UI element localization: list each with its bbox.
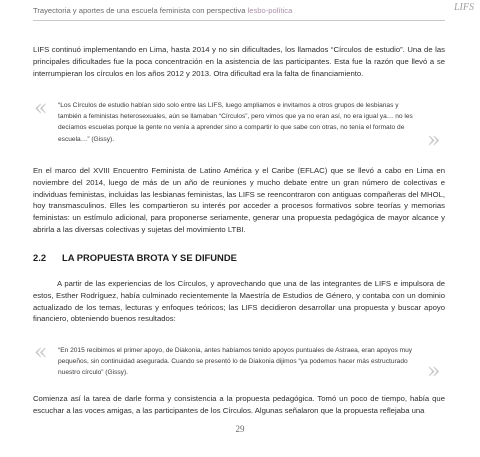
lifs-logo <box>454 0 474 16</box>
blockquote-2: “En 2015 recibimos el primer apoyo, de Diakonia, antes habíamos tenido apoyos puntuales de Astraea, eran apoyos muy pequeños, sin continuidad asegurada. Cuando se presentó lo de Diakonia dijimos “ya podemos hacer más estructurado nuestro círculo” (Gissy). <box>58 347 413 377</box>
blockquote-1: “Los Círculos de estudio habían sido solo entre las LIFS, luego ampliamos e invitamos a otros grupos de lesbianas y también a feministas heterosexuales, aún se llamaban “Círculos”, pero vimos que ya no eran así, no era igual ya… no les decíamos escuelas porque la gente no venía a aprender sino a compartir lo que sabe con otras, no tenía el formato de escuela…” (Gissy). <box>58 102 413 143</box>
section-heading: LA PROPUESTA BROTA Y SE DIFUNDE <box>62 252 237 263</box>
paragraph-3: A partir de las experiencias de los Círculos, y aprovechando que una de las integrantes de LIFS e impulsora de estos, Esther Rodríguez, había culminado recientemente la Maestría de Estudios de Género, y contaba con un dominio actualizado de los temas, lecturas y enfoques teóricos; las LIFS decidieron desarrollar una propuesta y buscar apoyo financiero, obteniendo buenos resultados: <box>33 279 445 324</box>
running-header <box>33 3 473 19</box>
open-quote-icon: « <box>34 340 48 365</box>
header-title-accent: lesbo-política <box>247 6 293 15</box>
open-quote-icon: « <box>34 96 48 121</box>
header-divider <box>33 20 445 21</box>
close-quote-icon: » <box>427 128 441 153</box>
paragraph-1: LIFS continuó implementando en Lima, hasta 2014 y no sin dificultades, los llamados “Círculos de estudio”. Una de las principales dificultades fue la poca concentración en la asistencia de las participantes. Esta fue la razón que llevó a se interrumpieran los círculos en los años 2012 y 2013. Otra dificultad era la falta de financiamiento. <box>33 45 445 78</box>
paragraph-4: Comienza así la tarea de darle forma y consistencia a la propuesta pedagógica. Tomó un poco de tiempo, había que escuchar a las voces amigas, a las participantes de los Círculos. Algunas señalaron que la propuesta reflejaba una <box>33 394 445 415</box>
paragraph-2: En el marco del XVIII Encuentro Feminista de Latino América y el Caribe (EFLAC) que se llevó a cabo en Lima en noviembre del 2014, luego de más de un año de reuniones y mucho debate entre un gran número de colectivas e individuas feministas, incluidas las lesbianas feministas, las LIFS se reencontraron con antiguas compañeras del MHOL, hoy transmasculinos. Elles les compartieron su interés por acceder a procesos formativos sobre teorías y memorias feministas: un estímulo adicional, para proponerse seriamente, generar una propuesta pedagógica de mayor alcance y abrirla a las diversas colectivas y sujetas del movimiento LTBI. <box>33 166 445 234</box>
close-quote-icon: » <box>427 359 441 384</box>
logo-text: LIFS <box>454 2 474 13</box>
section-number: 2.2 <box>33 252 47 263</box>
page-number: 29 <box>235 424 245 434</box>
header-title: Trayectoria y aportes de una escuela feminista con perspectiva <box>33 6 248 15</box>
